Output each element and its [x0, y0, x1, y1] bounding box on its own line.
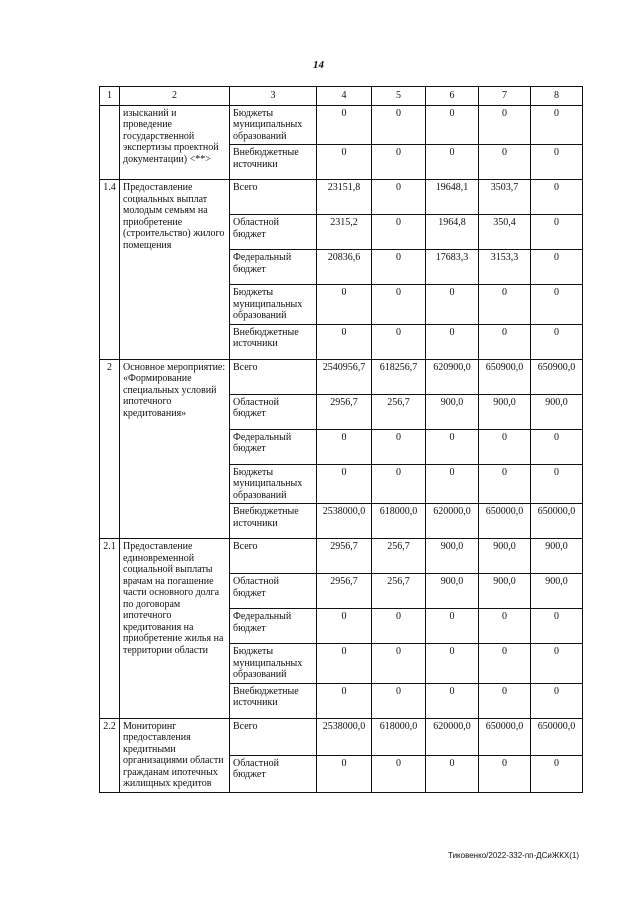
table-row	[100, 718, 583, 755]
amount-cell: 0	[372, 644, 426, 684]
header-row	[100, 87, 583, 106]
amount-cell: 0	[426, 683, 479, 718]
amount-cell: 0	[372, 609, 426, 644]
amount-cell: 900,0	[426, 539, 479, 574]
funding-source: Федеральный бюджет	[230, 250, 317, 285]
amount-cell: 0	[479, 429, 531, 464]
amount-cell: 0	[531, 285, 583, 325]
amount-cell: 23151,8	[317, 180, 372, 215]
amount-cell: 19648,1	[426, 180, 479, 215]
amount-cell: 0	[531, 464, 583, 504]
amount-cell: 2956,7	[317, 394, 372, 429]
page-number: 14	[313, 59, 324, 71]
funding-source: Бюджеты муниципальных образований	[230, 464, 317, 504]
item-number	[100, 105, 120, 180]
amount-cell: 2315,2	[317, 215, 372, 250]
funding-source: Областной бюджет	[230, 755, 317, 792]
amount-cell: 3153,3	[479, 250, 531, 285]
table-body	[100, 105, 583, 792]
amount-cell: 0	[531, 250, 583, 285]
amount-cell: 900,0	[479, 539, 531, 574]
amount-cell: 650000,0	[531, 504, 583, 539]
funding-source: Всего	[230, 359, 317, 394]
amount-cell: 0	[531, 644, 583, 684]
amount-cell: 1964,8	[426, 215, 479, 250]
item-name: Предоставление единовременной социальной выплаты врачам на погашение части основного долга по договорам ипотечного кредитования на приобретение жилья на территории области	[120, 539, 230, 719]
funding-source: Всего	[230, 180, 317, 215]
item-name: Основное мероприятие: «Формирование специальных условий ипотечного кредитования»	[120, 359, 230, 539]
funding-source: Внебюджетные источники	[230, 504, 317, 539]
amount-cell: 0	[479, 145, 531, 180]
amount-cell: 0	[426, 429, 479, 464]
funding-source: Бюджеты муниципальных образований	[230, 644, 317, 684]
funding-source: Федеральный бюджет	[230, 429, 317, 464]
funding-source: Всего	[230, 539, 317, 574]
amount-cell: 0	[479, 464, 531, 504]
amount-cell: 620000,0	[426, 504, 479, 539]
amount-cell: 2538000,0	[317, 504, 372, 539]
amount-cell: 0	[372, 215, 426, 250]
amount-cell: 0	[317, 683, 372, 718]
amount-cell: 0	[317, 145, 372, 180]
amount-cell: 0	[479, 609, 531, 644]
amount-cell: 256,7	[372, 394, 426, 429]
item-number: 1.4	[100, 180, 120, 360]
funding-source: Областной бюджет	[230, 574, 317, 609]
amount-cell: 0	[372, 250, 426, 285]
column-header: 8	[531, 87, 583, 106]
amount-cell: 620000,0	[426, 718, 479, 755]
amount-cell: 0	[426, 324, 479, 359]
amount-cell: 2956,7	[317, 539, 372, 574]
amount-cell: 0	[479, 285, 531, 325]
amount-cell: 0	[531, 105, 583, 145]
amount-cell: 650900,0	[531, 359, 583, 394]
amount-cell: 0	[479, 105, 531, 145]
amount-cell: 2956,7	[317, 574, 372, 609]
amount-cell: 900,0	[479, 574, 531, 609]
amount-cell: 618000,0	[372, 504, 426, 539]
amount-cell: 256,7	[372, 539, 426, 574]
amount-cell: 3503,7	[479, 180, 531, 215]
amount-cell: 0	[479, 644, 531, 684]
amount-cell: 17683,3	[426, 250, 479, 285]
amount-cell: 0	[317, 755, 372, 792]
amount-cell: 0	[317, 429, 372, 464]
funding-source: Внебюджетные источники	[230, 324, 317, 359]
item-name: Мониторинг предоставления кредитными организациями области гражданам ипотечных жилищных кредитов	[120, 718, 230, 792]
amount-cell: 0	[426, 644, 479, 684]
budget-table	[99, 86, 583, 793]
amount-cell: 900,0	[531, 539, 583, 574]
amount-cell: 0	[317, 285, 372, 325]
funding-source: Внебюджетные источники	[230, 683, 317, 718]
funding-source: Областной бюджет	[230, 215, 317, 250]
column-header: 5	[372, 87, 426, 106]
column-header: 4	[317, 87, 372, 106]
item-number: 2.2	[100, 718, 120, 792]
amount-cell: 0	[372, 285, 426, 325]
amount-cell: 0	[426, 145, 479, 180]
funding-source: Внебюджетные источники	[230, 145, 317, 180]
table-row	[100, 180, 583, 215]
funding-source: Бюджеты муниципальных образований	[230, 285, 317, 325]
amount-cell: 900,0	[531, 394, 583, 429]
amount-cell: 0	[531, 324, 583, 359]
amount-cell: 900,0	[531, 574, 583, 609]
amount-cell: 0	[372, 324, 426, 359]
amount-cell: 0	[372, 755, 426, 792]
funding-source: Всего	[230, 718, 317, 755]
amount-cell: 650000,0	[479, 504, 531, 539]
amount-cell: 0	[317, 105, 372, 145]
amount-cell: 0	[372, 180, 426, 215]
amount-cell: 0	[531, 215, 583, 250]
amount-cell: 20836,6	[317, 250, 372, 285]
column-header: 1	[100, 87, 120, 106]
amount-cell: 256,7	[372, 574, 426, 609]
item-number: 2.1	[100, 539, 120, 719]
column-header: 3	[230, 87, 317, 106]
amount-cell: 900,0	[426, 574, 479, 609]
amount-cell: 0	[317, 324, 372, 359]
amount-cell: 2540956,7	[317, 359, 372, 394]
amount-cell: 0	[317, 609, 372, 644]
amount-cell: 900,0	[479, 394, 531, 429]
amount-cell: 0	[531, 145, 583, 180]
amount-cell: 620900,0	[426, 359, 479, 394]
amount-cell: 0	[426, 755, 479, 792]
amount-cell: 0	[531, 180, 583, 215]
amount-cell: 0	[479, 755, 531, 792]
amount-cell: 0	[531, 683, 583, 718]
amount-cell: 0	[426, 105, 479, 145]
amount-cell: 900,0	[426, 394, 479, 429]
item-name: Предоставление социальных выплат молодым семьям на приобретение (строительство) жилого помещения	[120, 180, 230, 360]
column-header: 7	[479, 87, 531, 106]
amount-cell: 0	[531, 755, 583, 792]
amount-cell: 0	[317, 644, 372, 684]
amount-cell: 0	[531, 429, 583, 464]
amount-cell: 2538000,0	[317, 718, 372, 755]
amount-cell: 0	[531, 609, 583, 644]
amount-cell: 0	[372, 683, 426, 718]
amount-cell: 650000,0	[479, 718, 531, 755]
column-header: 2	[120, 87, 230, 106]
item-name: изысканий и проведение государственной экспертизы проектной документации) <**>	[120, 105, 230, 180]
table-row	[100, 105, 583, 145]
amount-cell: 0	[479, 683, 531, 718]
funding-source: Бюджеты муниципальных образований	[230, 105, 317, 145]
funding-source: Федеральный бюджет	[230, 609, 317, 644]
amount-cell: 0	[479, 324, 531, 359]
amount-cell: 650000,0	[531, 718, 583, 755]
amount-cell: 350,4	[479, 215, 531, 250]
amount-cell: 0	[372, 464, 426, 504]
amount-cell: 0	[426, 285, 479, 325]
amount-cell: 618256,7	[372, 359, 426, 394]
amount-cell: 0	[372, 145, 426, 180]
amount-cell: 650900,0	[479, 359, 531, 394]
document-footer-code: Тиковенко/2022-332-пп-ДСиЖКХ(1)	[448, 851, 579, 860]
item-number: 2	[100, 359, 120, 539]
table-row	[100, 359, 583, 394]
funding-source: Областной бюджет	[230, 394, 317, 429]
amount-cell: 0	[426, 464, 479, 504]
column-header: 6	[426, 87, 479, 106]
amount-cell: 0	[317, 464, 372, 504]
table-row	[100, 539, 583, 574]
amount-cell: 0	[372, 429, 426, 464]
amount-cell: 0	[372, 105, 426, 145]
amount-cell: 0	[426, 609, 479, 644]
amount-cell: 618000,0	[372, 718, 426, 755]
